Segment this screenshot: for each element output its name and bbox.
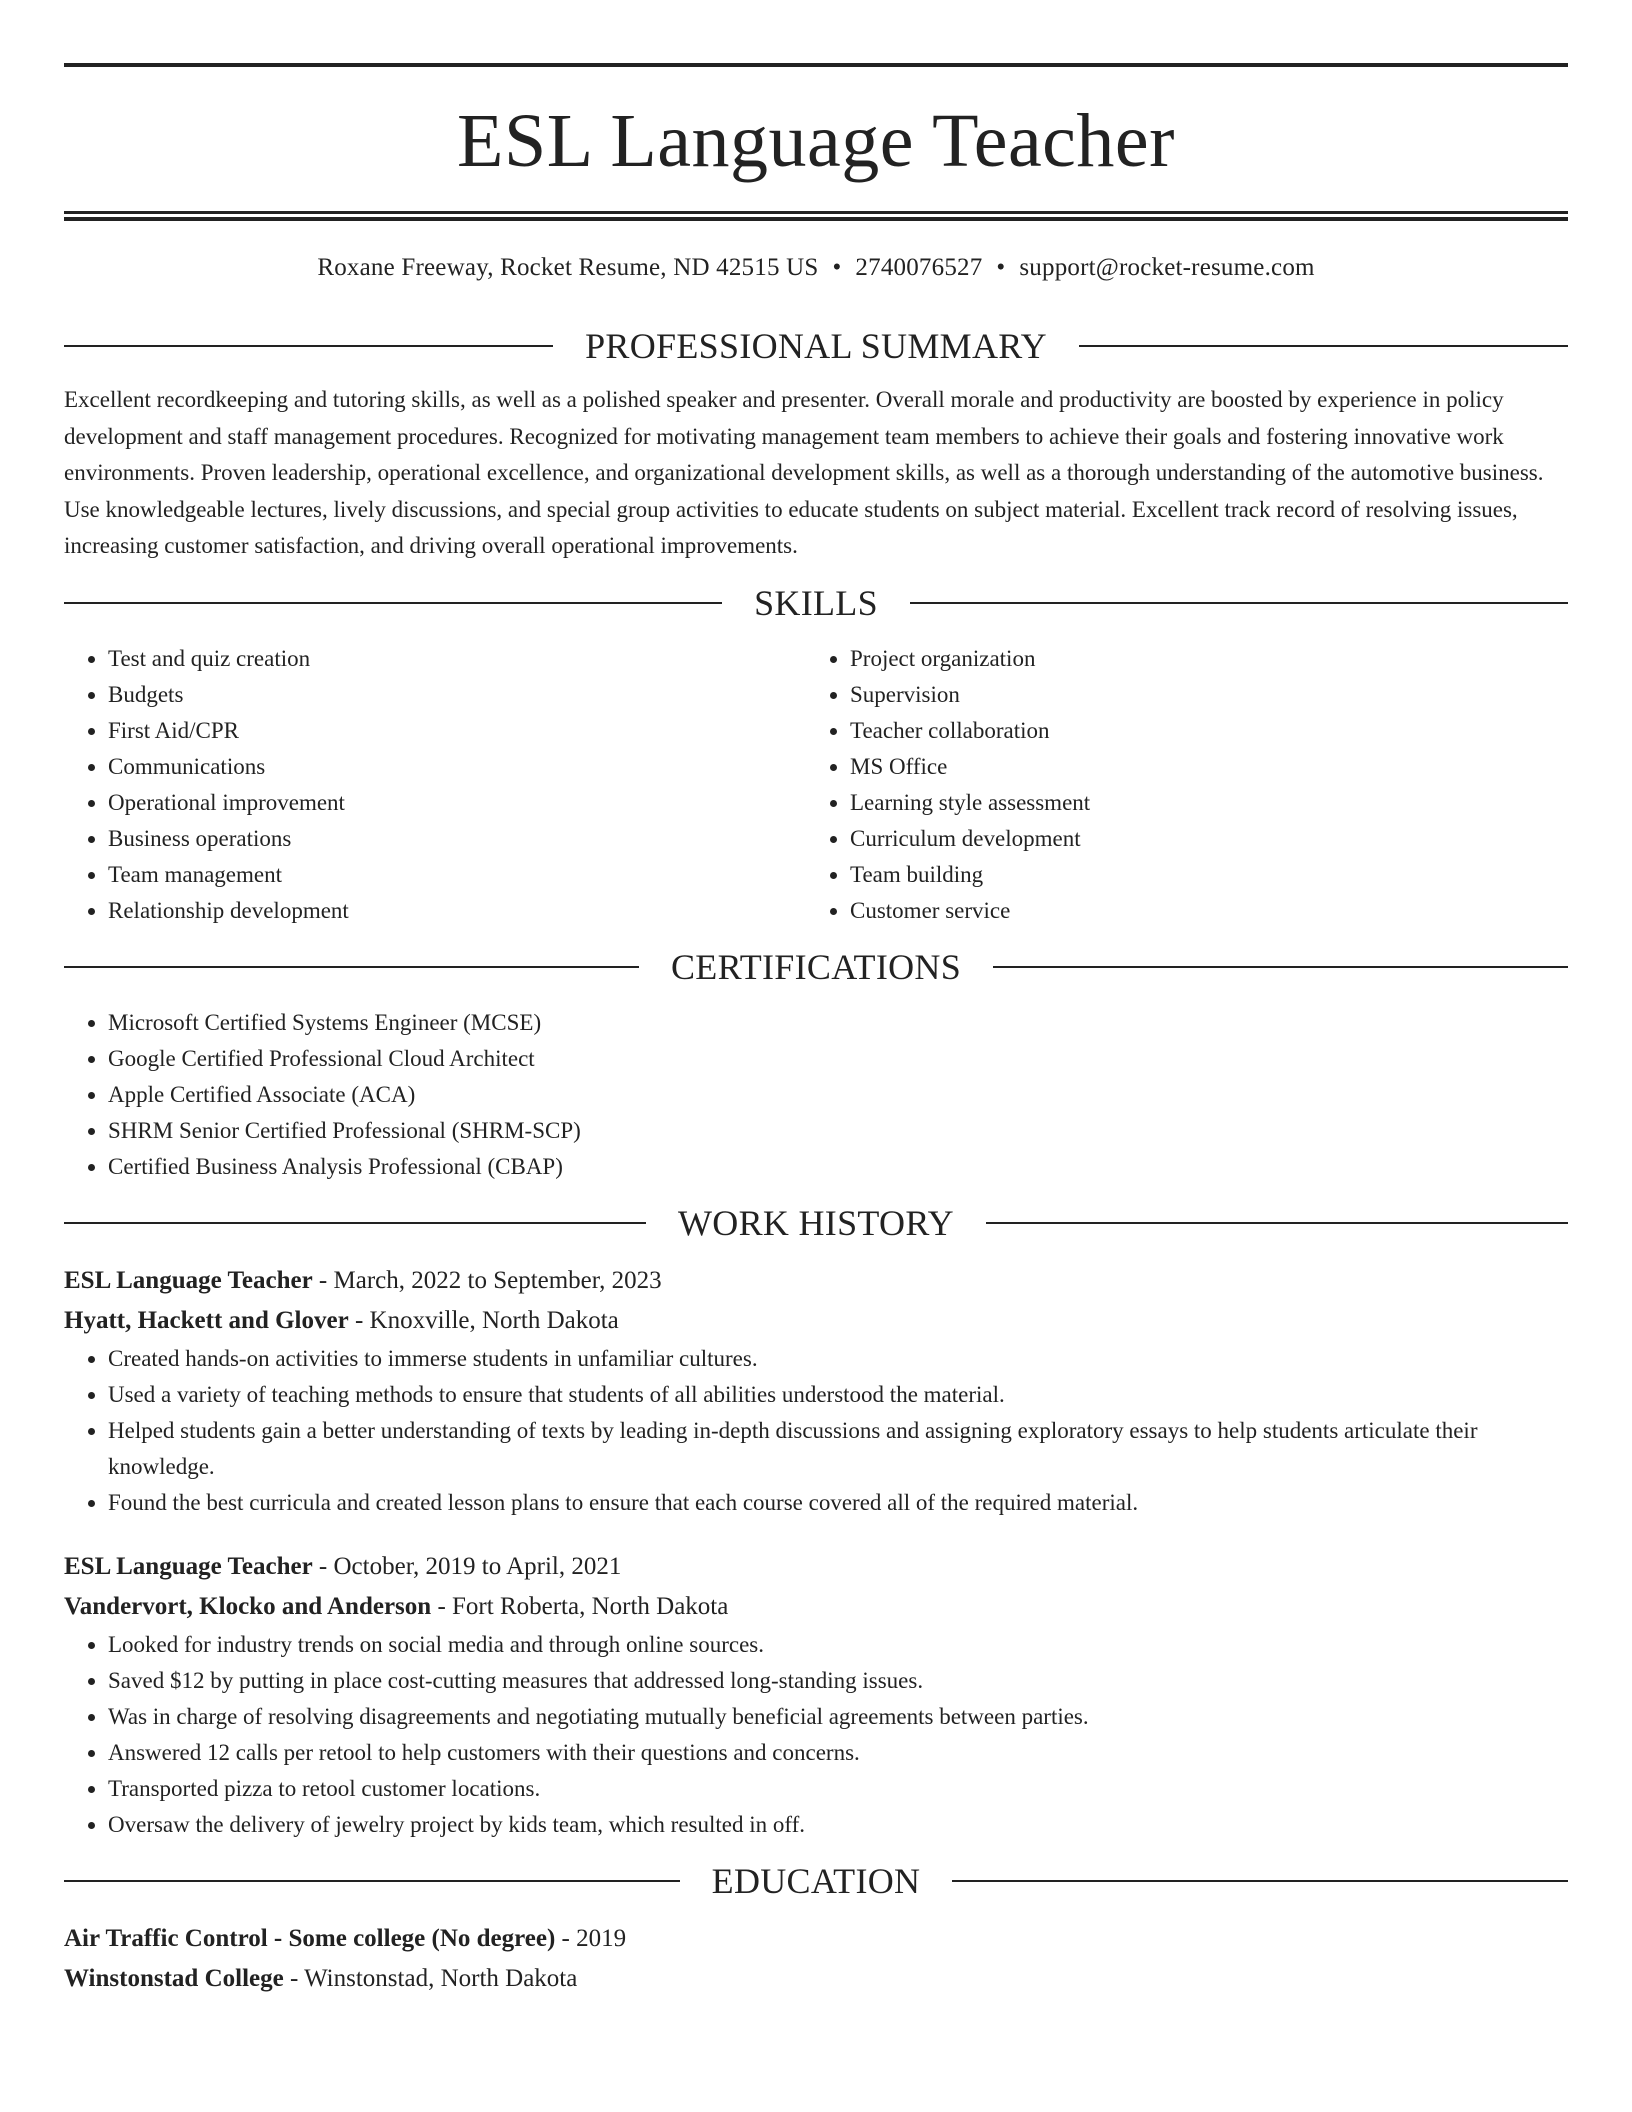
job-bullet: • Used a variety of teaching methods to ensure that students of all abilities understood the material. — [108, 1377, 1568, 1413]
job-bullet: • Found the best curricula and created lesson plans to ensure that each course covered all of the required material. — [108, 1485, 1568, 1521]
job-location: - Fort Roberta, North Dakota — [431, 1592, 729, 1620]
skill-item: • Project organization — [850, 641, 1548, 677]
heading-rule — [910, 602, 1568, 604]
section-heading-education — [64, 1861, 1568, 1901]
education-degree: Air Traffic Control - Some college (No degree) — [64, 1924, 556, 1952]
job-bullet: • Helped students gain a better understanding of texts by leading in-depth discussions and assigning exploratory essays to help students articulate their knowledge. — [108, 1413, 1568, 1485]
title-double-rule — [64, 211, 1568, 221]
job-company: Vandervort, Klocko and Anderson — [64, 1592, 432, 1620]
job-title-line — [64, 1261, 1568, 1301]
resume-title: ESL Language Teacher — [457, 99, 1175, 183]
job-bullet: • Oversaw the delivery of jewelry project by kids team, which resulted in off. — [108, 1807, 1568, 1843]
job-bullet: • Looked for industry trends on social media and through online sources. — [108, 1627, 1568, 1663]
skill-item: • Operational improvement — [108, 785, 806, 821]
heading-rule — [64, 1880, 680, 1882]
job-bullets — [64, 1627, 1568, 1843]
job-title: ESL Language Teacher — [64, 1552, 313, 1580]
certification-item: • Apple Certified Associate (ACA) — [108, 1077, 1568, 1113]
section-heading-summary — [64, 326, 1568, 366]
job-dates: - March, 2022 to September, 2023 — [312, 1266, 662, 1294]
certifications-list — [64, 1005, 1568, 1185]
job-company: Hyatt, Hackett and Glover — [64, 1306, 349, 1334]
contact-phone: 2740076527 — [855, 254, 983, 281]
section-heading-label: WORK HISTORY — [678, 1202, 954, 1243]
certification-item: • Google Certified Professional Cloud Architect — [108, 1041, 1568, 1077]
heading-rule — [64, 966, 639, 968]
skill-item: • Communications — [108, 749, 806, 785]
top-rule — [64, 63, 1568, 67]
resume-page — [64, 63, 1568, 1999]
heading-rule — [64, 602, 722, 604]
skill-item: • Team building — [850, 857, 1548, 893]
skill-item: • Learning style assessment — [850, 785, 1548, 821]
education-school: Winstonstad College — [64, 1964, 284, 1992]
certification-item: • Microsoft Certified Systems Engineer (MCSE) — [108, 1005, 1568, 1041]
heading-rule — [64, 1222, 646, 1224]
certification-item: • Certified Business Analysis Professional (CBAP) — [108, 1149, 1568, 1185]
education-degree-line — [64, 1919, 1568, 1959]
skill-item: • Budgets — [108, 677, 806, 713]
job-bullet: • Answered 12 calls per retool to help customers with their questions and concerns. — [108, 1735, 1568, 1771]
skill-item: • Business operations — [108, 821, 806, 857]
job-company-line — [64, 1587, 1568, 1627]
education-entry — [64, 1919, 1568, 1999]
contact-address: Roxane Freeway, Rocket Resume, ND 42515 US — [317, 254, 819, 281]
heading-rule — [952, 1880, 1568, 1882]
job-title: ESL Language Teacher — [64, 1266, 313, 1294]
education-school-line — [64, 1959, 1568, 1999]
skills-column-right — [806, 641, 1548, 929]
skill-item: • Supervision — [850, 677, 1548, 713]
skills-column-left — [64, 641, 806, 929]
skills-list — [64, 641, 1568, 929]
section-heading-label: SKILLS — [754, 582, 878, 623]
job-title-line — [64, 1547, 1568, 1587]
section-heading-label: CERTIFICATIONS — [670, 946, 962, 987]
skill-item: • Team management — [108, 857, 806, 893]
skill-item: • Relationship development — [108, 893, 806, 929]
skill-item: • First Aid/CPR — [108, 713, 806, 749]
job-entry — [64, 1261, 1568, 1521]
summary-text: Excellent recordkeeping and tutoring skills, as well as a polished speaker and presenter. Overall morale and productivity are boosted by experience in policy development and staff management procedures. Recognized for motivating management team members to achieve their goals and fostering innovative work environments. Proven leadership, operational excellence, and organizational development skills, as well as a thorough understanding of the automotive business. Use knowledgeable lectures, lively discussions, and special group activities to educate students on subject material. Excellent track record of resolving issues, increasing customer satisfaction, and driving overall operational improvements. — [64, 387, 1544, 558]
job-bullet: • Was in charge of resolving disagreements and negotiating mutually beneficial agreements between parties. — [108, 1699, 1568, 1735]
job-bullet: • Created hands-on activities to immerse students in unfamiliar cultures. — [108, 1341, 1568, 1377]
job-bullet: • Transported pizza to retool customer locations. — [108, 1771, 1568, 1807]
job-company-line — [64, 1301, 1568, 1341]
education-location: - Winstonstad, North Dakota — [283, 1964, 578, 1992]
skill-item: • Customer service — [850, 893, 1548, 929]
contact-separator: • — [832, 254, 842, 281]
heading-rule — [64, 345, 553, 347]
job-bullets — [64, 1341, 1568, 1521]
job-entry — [64, 1547, 1568, 1843]
contact-line — [64, 255, 1568, 280]
skill-item: • Test and quiz creation — [108, 641, 806, 677]
job-dates: - October, 2019 to April, 2021 — [312, 1552, 622, 1580]
section-heading-label: PROFESSIONAL SUMMARY — [585, 326, 1047, 366]
skill-item: • MS Office — [850, 749, 1548, 785]
heading-rule — [1079, 345, 1568, 347]
section-heading-label: EDUCATION — [711, 1860, 921, 1901]
certification-item: • SHRM Senior Certified Professional (SHRM-SCP) — [108, 1113, 1568, 1149]
heading-rule — [986, 1222, 1568, 1224]
section-heading-skills — [64, 583, 1568, 623]
job-bullet: • Saved $12 by putting in place cost-cutting measures that addressed long-standing issues. — [108, 1663, 1568, 1699]
contact-separator: • — [996, 254, 1006, 281]
section-heading-work-history — [64, 1203, 1568, 1243]
job-location: - Knoxville, North Dakota — [348, 1306, 619, 1334]
section-heading-certifications — [64, 947, 1568, 987]
contact-email: support@rocket-resume.com — [1019, 254, 1315, 281]
skill-item: • Curriculum development — [850, 821, 1548, 857]
skill-item: • Teacher collaboration — [850, 713, 1548, 749]
education-year: - 2019 — [555, 1924, 627, 1952]
heading-rule — [993, 966, 1568, 968]
